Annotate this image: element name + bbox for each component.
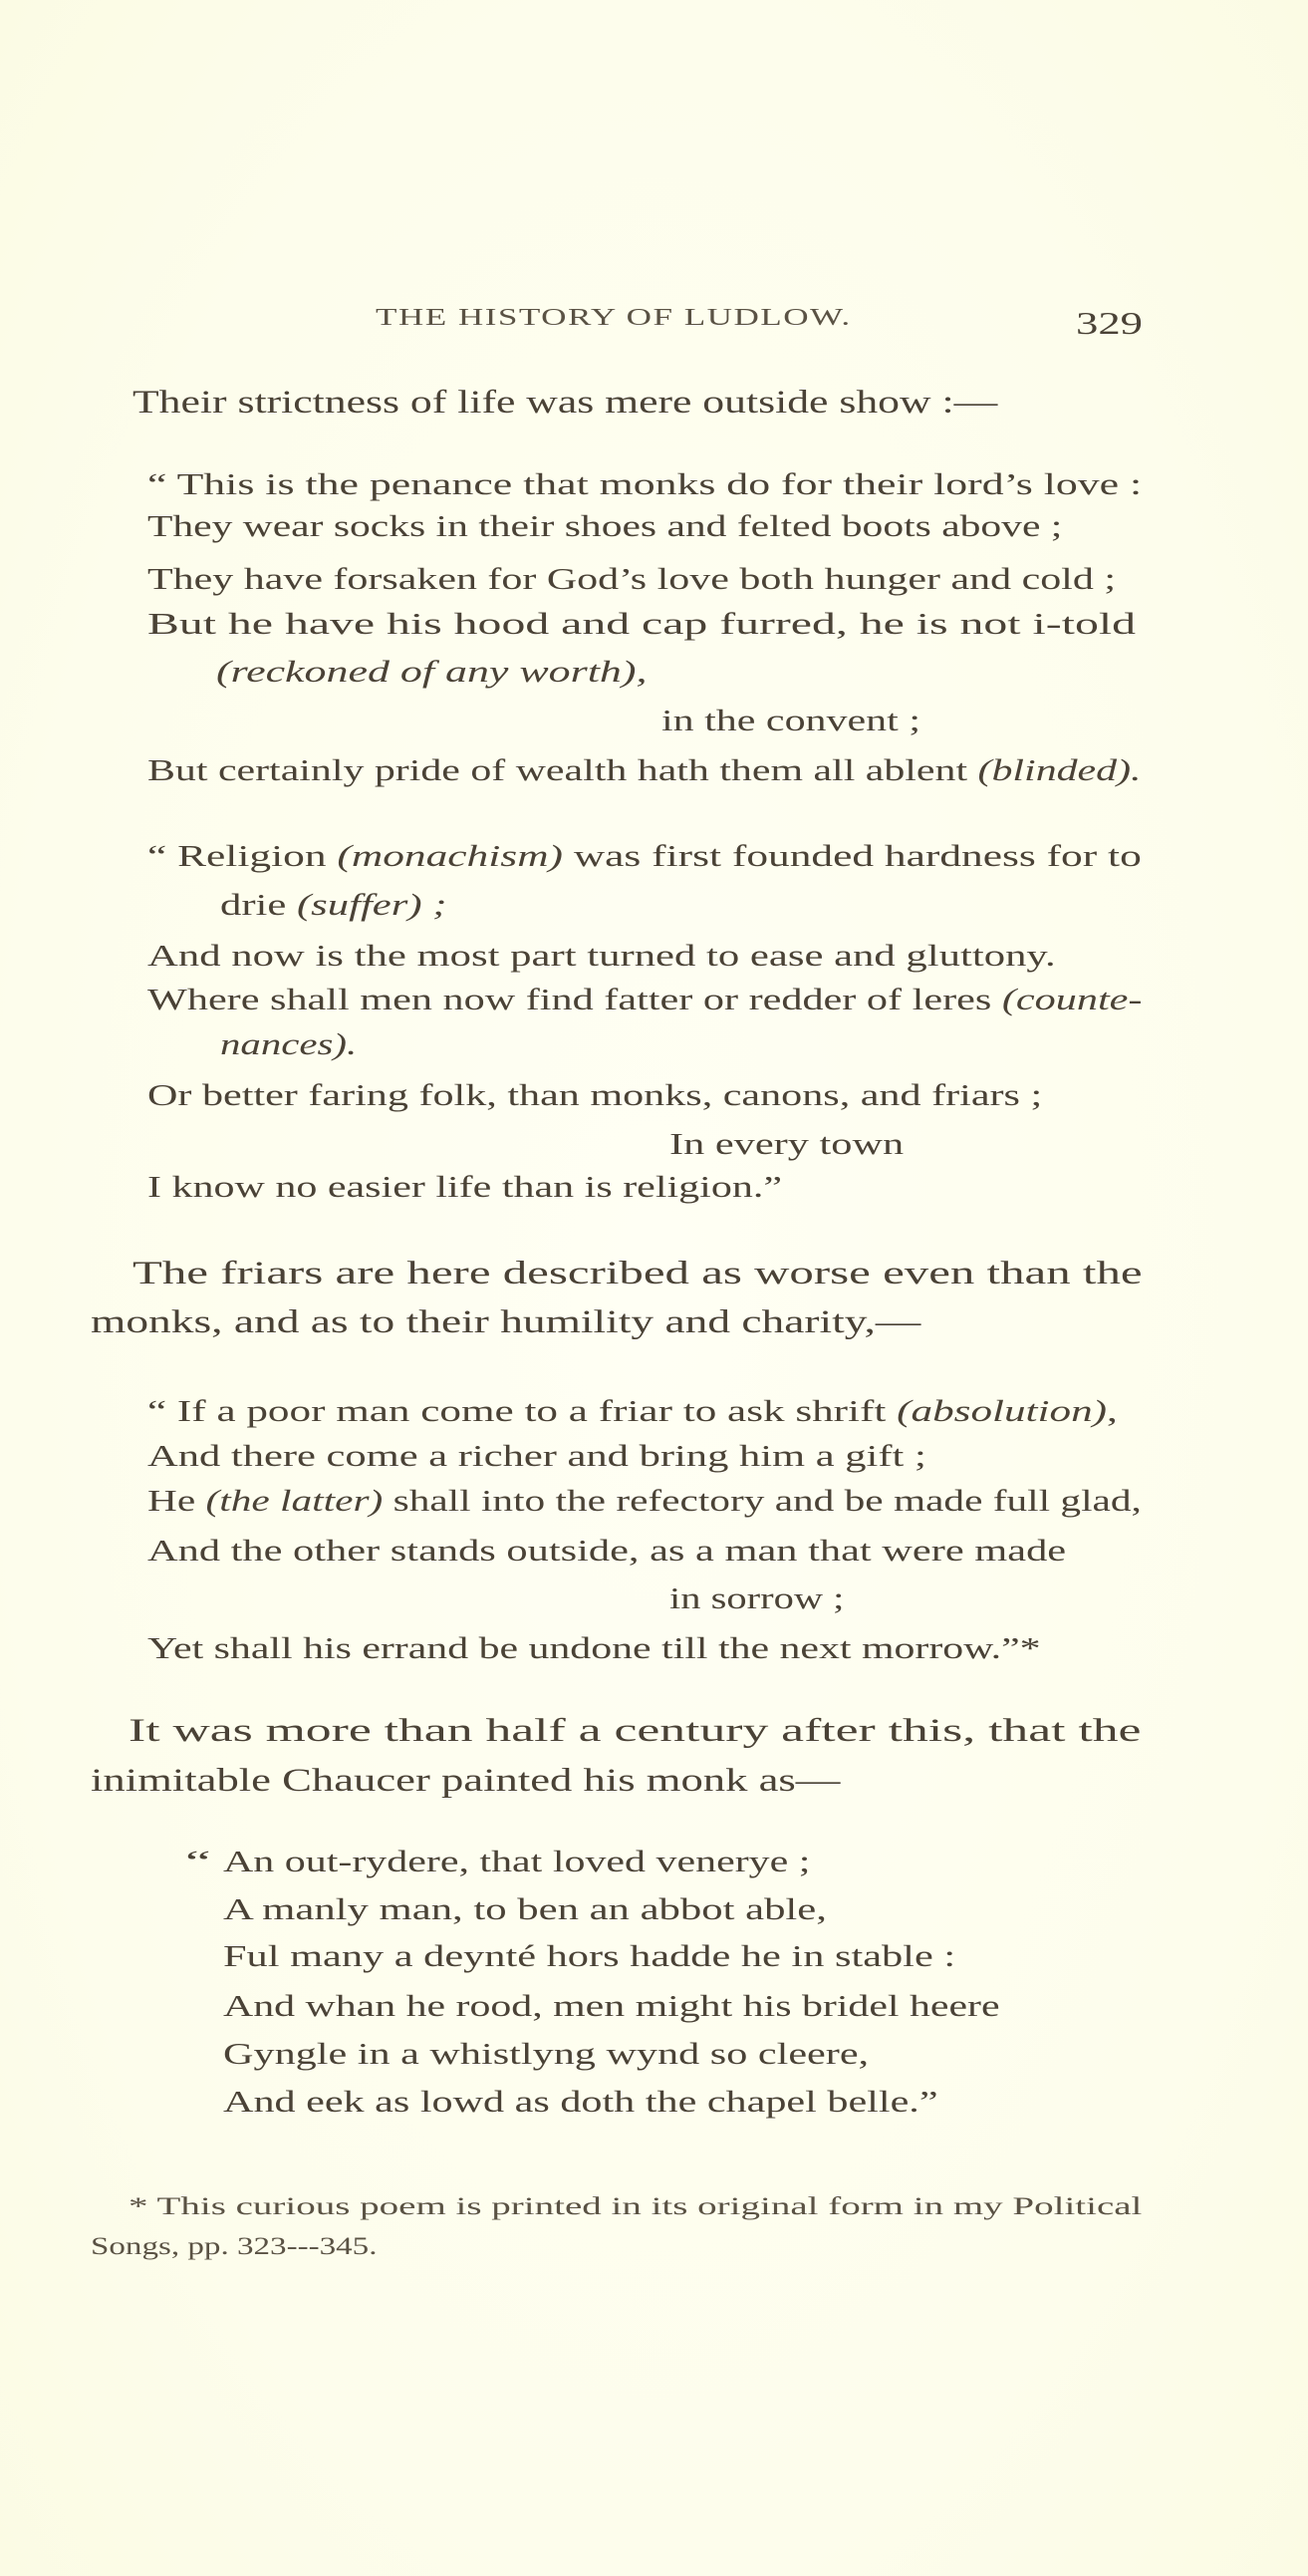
- verse-line: A manly man, to ben an abbot able,: [223, 1891, 827, 1926]
- verse-line: And now is the most part turned to ease and gluttony.: [147, 938, 1056, 973]
- gloss-italic: (reckoned of any worth),: [216, 654, 648, 689]
- gloss-italic: (the latter): [205, 1483, 384, 1518]
- verse-line: Ful many a deynté hors hadde he in stable :: [223, 1938, 956, 1973]
- paragraph-line: It was more than half a century after this, that the: [129, 1713, 1142, 1749]
- verse-line: But he have his hood and cap furred, he is not i-told: [147, 606, 1136, 641]
- verse-text: He: [147, 1483, 206, 1518]
- footnote-line: * This curious poem is printed in its original form in my Political: [129, 2193, 1143, 2220]
- verse-text: ,: [1107, 1393, 1118, 1428]
- verse-line: And whan he rood, men might his bridel heere: [223, 1988, 1000, 2023]
- footnote-line: Songs, pp. 323---345.: [91, 2233, 378, 2260]
- verse-line: [147, 754, 1141, 785]
- verse-line: in the convent ;: [661, 703, 920, 737]
- verse-text: “ If a poor man come to a friar to ask shrift: [147, 1393, 898, 1428]
- running-title: THE HISTORY OF LUDLOW.: [376, 305, 852, 331]
- verse-line: And eek as lowd as doth the chapel belle.”: [223, 2084, 938, 2119]
- verse-line: And the other stands outside, as a man that were made: [147, 1533, 1067, 1568]
- paragraph-line: The friars are here described as worse even than the: [132, 1256, 1143, 1291]
- verse-line: An out-rydere, that loved venerye ;: [223, 1844, 811, 1878]
- paragraph-line: inimitable Chaucer painted his monk as—: [91, 1763, 841, 1799]
- verse-line: [147, 984, 1142, 1014]
- verse-text: was first founded hardness for to: [562, 838, 1142, 873]
- gloss-italic: (suffer) ;: [296, 887, 447, 922]
- verse-text: shall into the refectory and be made full glad,: [383, 1483, 1142, 1518]
- gloss-italic: (blinded).: [977, 752, 1142, 787]
- verse-line: I know no easier life than is religion.”: [147, 1169, 783, 1204]
- verse-line: They wear socks in their shoes and felted boots above ;: [147, 508, 1063, 543]
- verse-line: [147, 840, 1142, 871]
- verse-line: [147, 1395, 1118, 1426]
- verse-text: “ Religion: [147, 838, 338, 873]
- verse-text: But certainly pride of wealth hath them all ablent: [147, 752, 978, 787]
- verse-line: “ This is the penance that monks do for their lord’s love :: [147, 466, 1143, 501]
- gloss-italic: nances).: [220, 1026, 358, 1061]
- verse-line: They have forsaken for God’s love both hunger and cold ;: [147, 561, 1116, 596]
- open-quote: “: [185, 1844, 211, 1878]
- gloss-italic: (monachism): [337, 838, 563, 873]
- verse-line: [147, 1485, 1142, 1516]
- verse-line: Or better faring folk, than monks, canons, and friars ;: [147, 1077, 1043, 1112]
- paragraph-line: Their strictness of life was mere outside show :—: [132, 385, 998, 421]
- verse-line: in sorrow ;: [669, 1580, 845, 1615]
- verse-line: [220, 889, 446, 920]
- gloss-italic: (counte-: [1001, 982, 1143, 1016]
- page-number: 329: [1076, 305, 1143, 341]
- verse-line: Yet shall his errand be undone till the next morrow.”*: [147, 1630, 1041, 1665]
- verse-text: drie: [220, 887, 297, 922]
- gloss-italic: (absolution): [897, 1393, 1108, 1428]
- verse-text: Where shall men now find fatter or redder of leres: [147, 982, 1002, 1016]
- paragraph-line: monks, and as to their humility and charity,—: [91, 1304, 921, 1340]
- verse-line: Gyngle in a whistlyng wynd so cleere,: [223, 2036, 870, 2071]
- verse-line: In every town: [669, 1126, 905, 1161]
- verse-line: And there come a richer and bring him a gift ;: [147, 1438, 926, 1473]
